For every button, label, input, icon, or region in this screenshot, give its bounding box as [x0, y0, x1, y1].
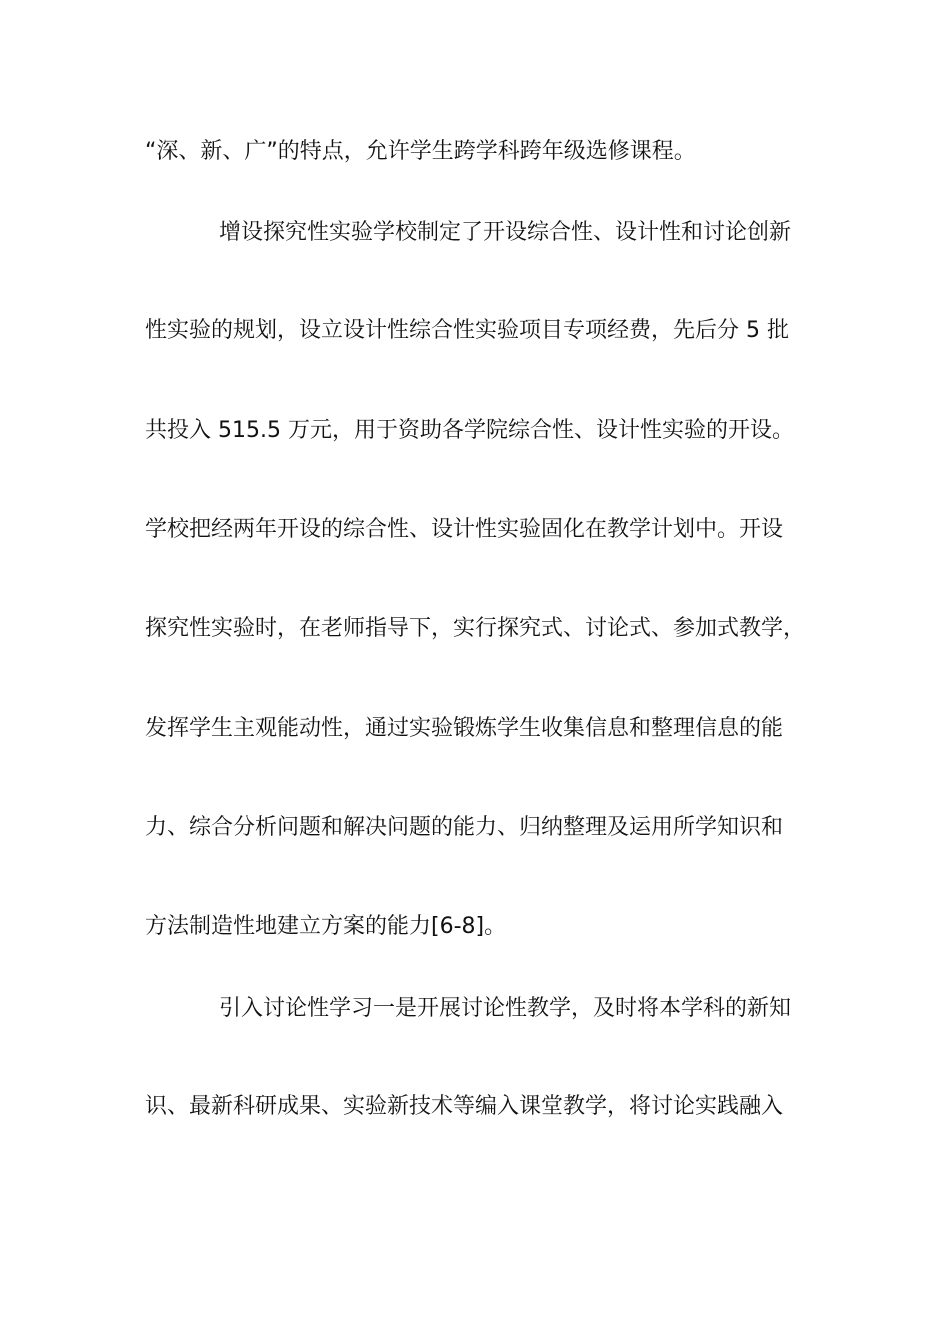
- text-line: 识、最新科研成果、实验新技术等编入课堂教学，将讨论实践融入: [145, 1094, 784, 1119]
- text-line: 学校把经两年开设的综合性、设计性实验固化在教学计划中。开设: [145, 517, 784, 542]
- paragraph-first-line: 引入讨论性学习一是开展讨论性教学，及时将本学科的新知: [219, 996, 792, 1021]
- text-line: “深、新、广”的特点，允许学生跨学科跨年级选修课程。: [145, 139, 696, 164]
- text-line: 方法制造性地建立方案的能力[6-8]。: [145, 914, 507, 939]
- text-line: 发挥学生主观能动性，通过实验锻炼学生收集信息和整理信息的能: [145, 716, 784, 741]
- text-line: 力、综合分析问题和解决问题的能力、归纳整理及运用所学知识和: [145, 815, 784, 840]
- paragraph-first-line: 增设探究性实验学校制定了开设综合性、设计性和讨论创新: [219, 220, 792, 245]
- text-line: 探究性实验时，在老师指导下，实行探究式、讨论式、参加式教学，: [145, 616, 806, 641]
- text-line: 性实验的规划，设立设计性综合性实验项目专项经费，先后分 5 批: [145, 318, 789, 343]
- text-line: 共投入 515.5 万元，用于资助各学院综合性、设计性实验的开设。: [145, 418, 794, 443]
